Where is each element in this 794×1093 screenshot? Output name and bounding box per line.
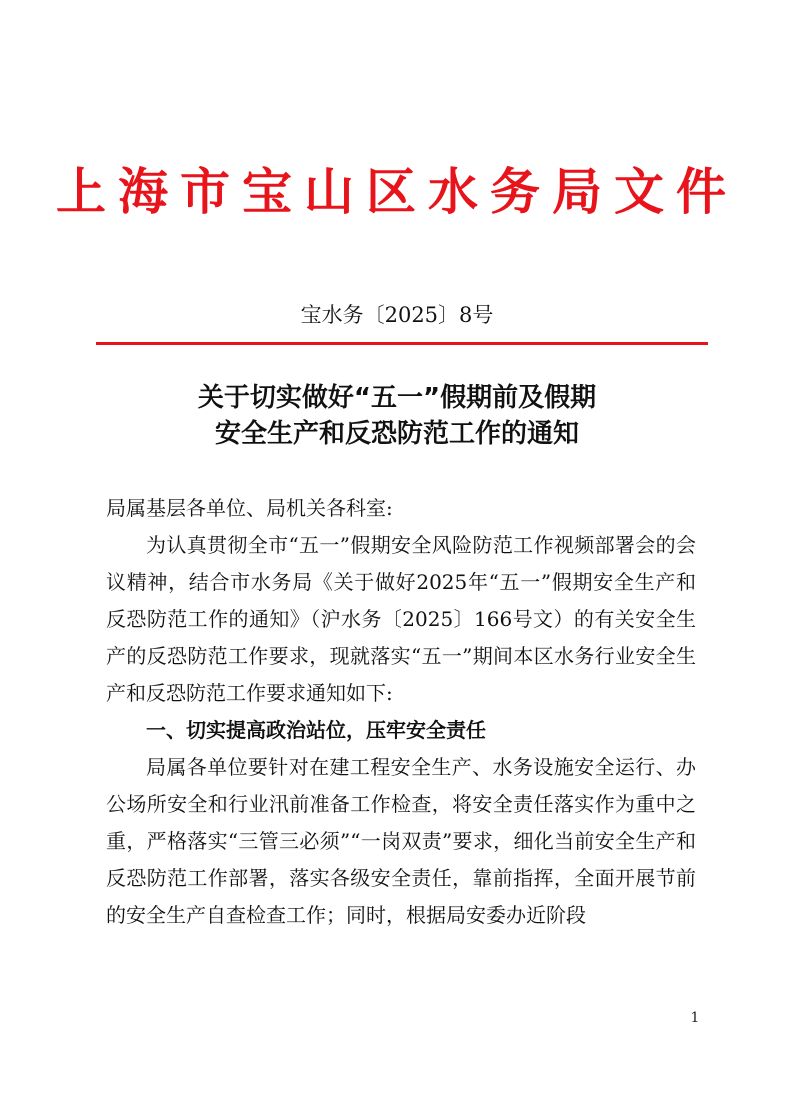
section-heading-1: 一、切实提高政治站位，压牢安全责任 bbox=[146, 718, 486, 742]
red-divider-line bbox=[96, 342, 708, 345]
page-number: 1 bbox=[690, 1010, 700, 1026]
document-body bbox=[106, 490, 696, 934]
addressee-line: 局属基层各单位、局机关各科室: bbox=[106, 496, 393, 520]
body-paragraph-1: 为认真贯彻全市“五一”假期安全风险防范工作视频部署会的会议精神，结合市水务局《关于做好2025年“五一”假期安全生产和反恐防范工作的通知》（沪水务〔2025〕166号文）的有关安全生产的反恐防范工作要求，现就落实“五一”期间本区水务行业安全生产和反恐防范工作要求通知如下: bbox=[106, 533, 696, 705]
document-number: 宝水务〔2025〕8号 bbox=[300, 303, 494, 327]
notice-title bbox=[0, 380, 794, 452]
notice-title-line-2: 安全生产和反恐防范工作的通知 bbox=[214, 419, 579, 449]
document-header-title: 上海市宝山区水务局文件 bbox=[56, 162, 738, 221]
body-paragraph-2: 局属各单位要针对在建工程安全生产、水务设施安全运行、办公场所安全和行业汛前准备工作检查，将安全责任落实作为重中之重，严格落实“三管三必须”“一岗双责”要求，细化当前安全生产和反恐防范工作部署，落实各级安全责任，靠前指挥，全面开展节前的安全生产自查检查工作；同时，根据局安委办近阶段 bbox=[106, 755, 696, 927]
notice-title-line-1: 关于切实做好“五一”假期前及假期 bbox=[197, 383, 597, 413]
